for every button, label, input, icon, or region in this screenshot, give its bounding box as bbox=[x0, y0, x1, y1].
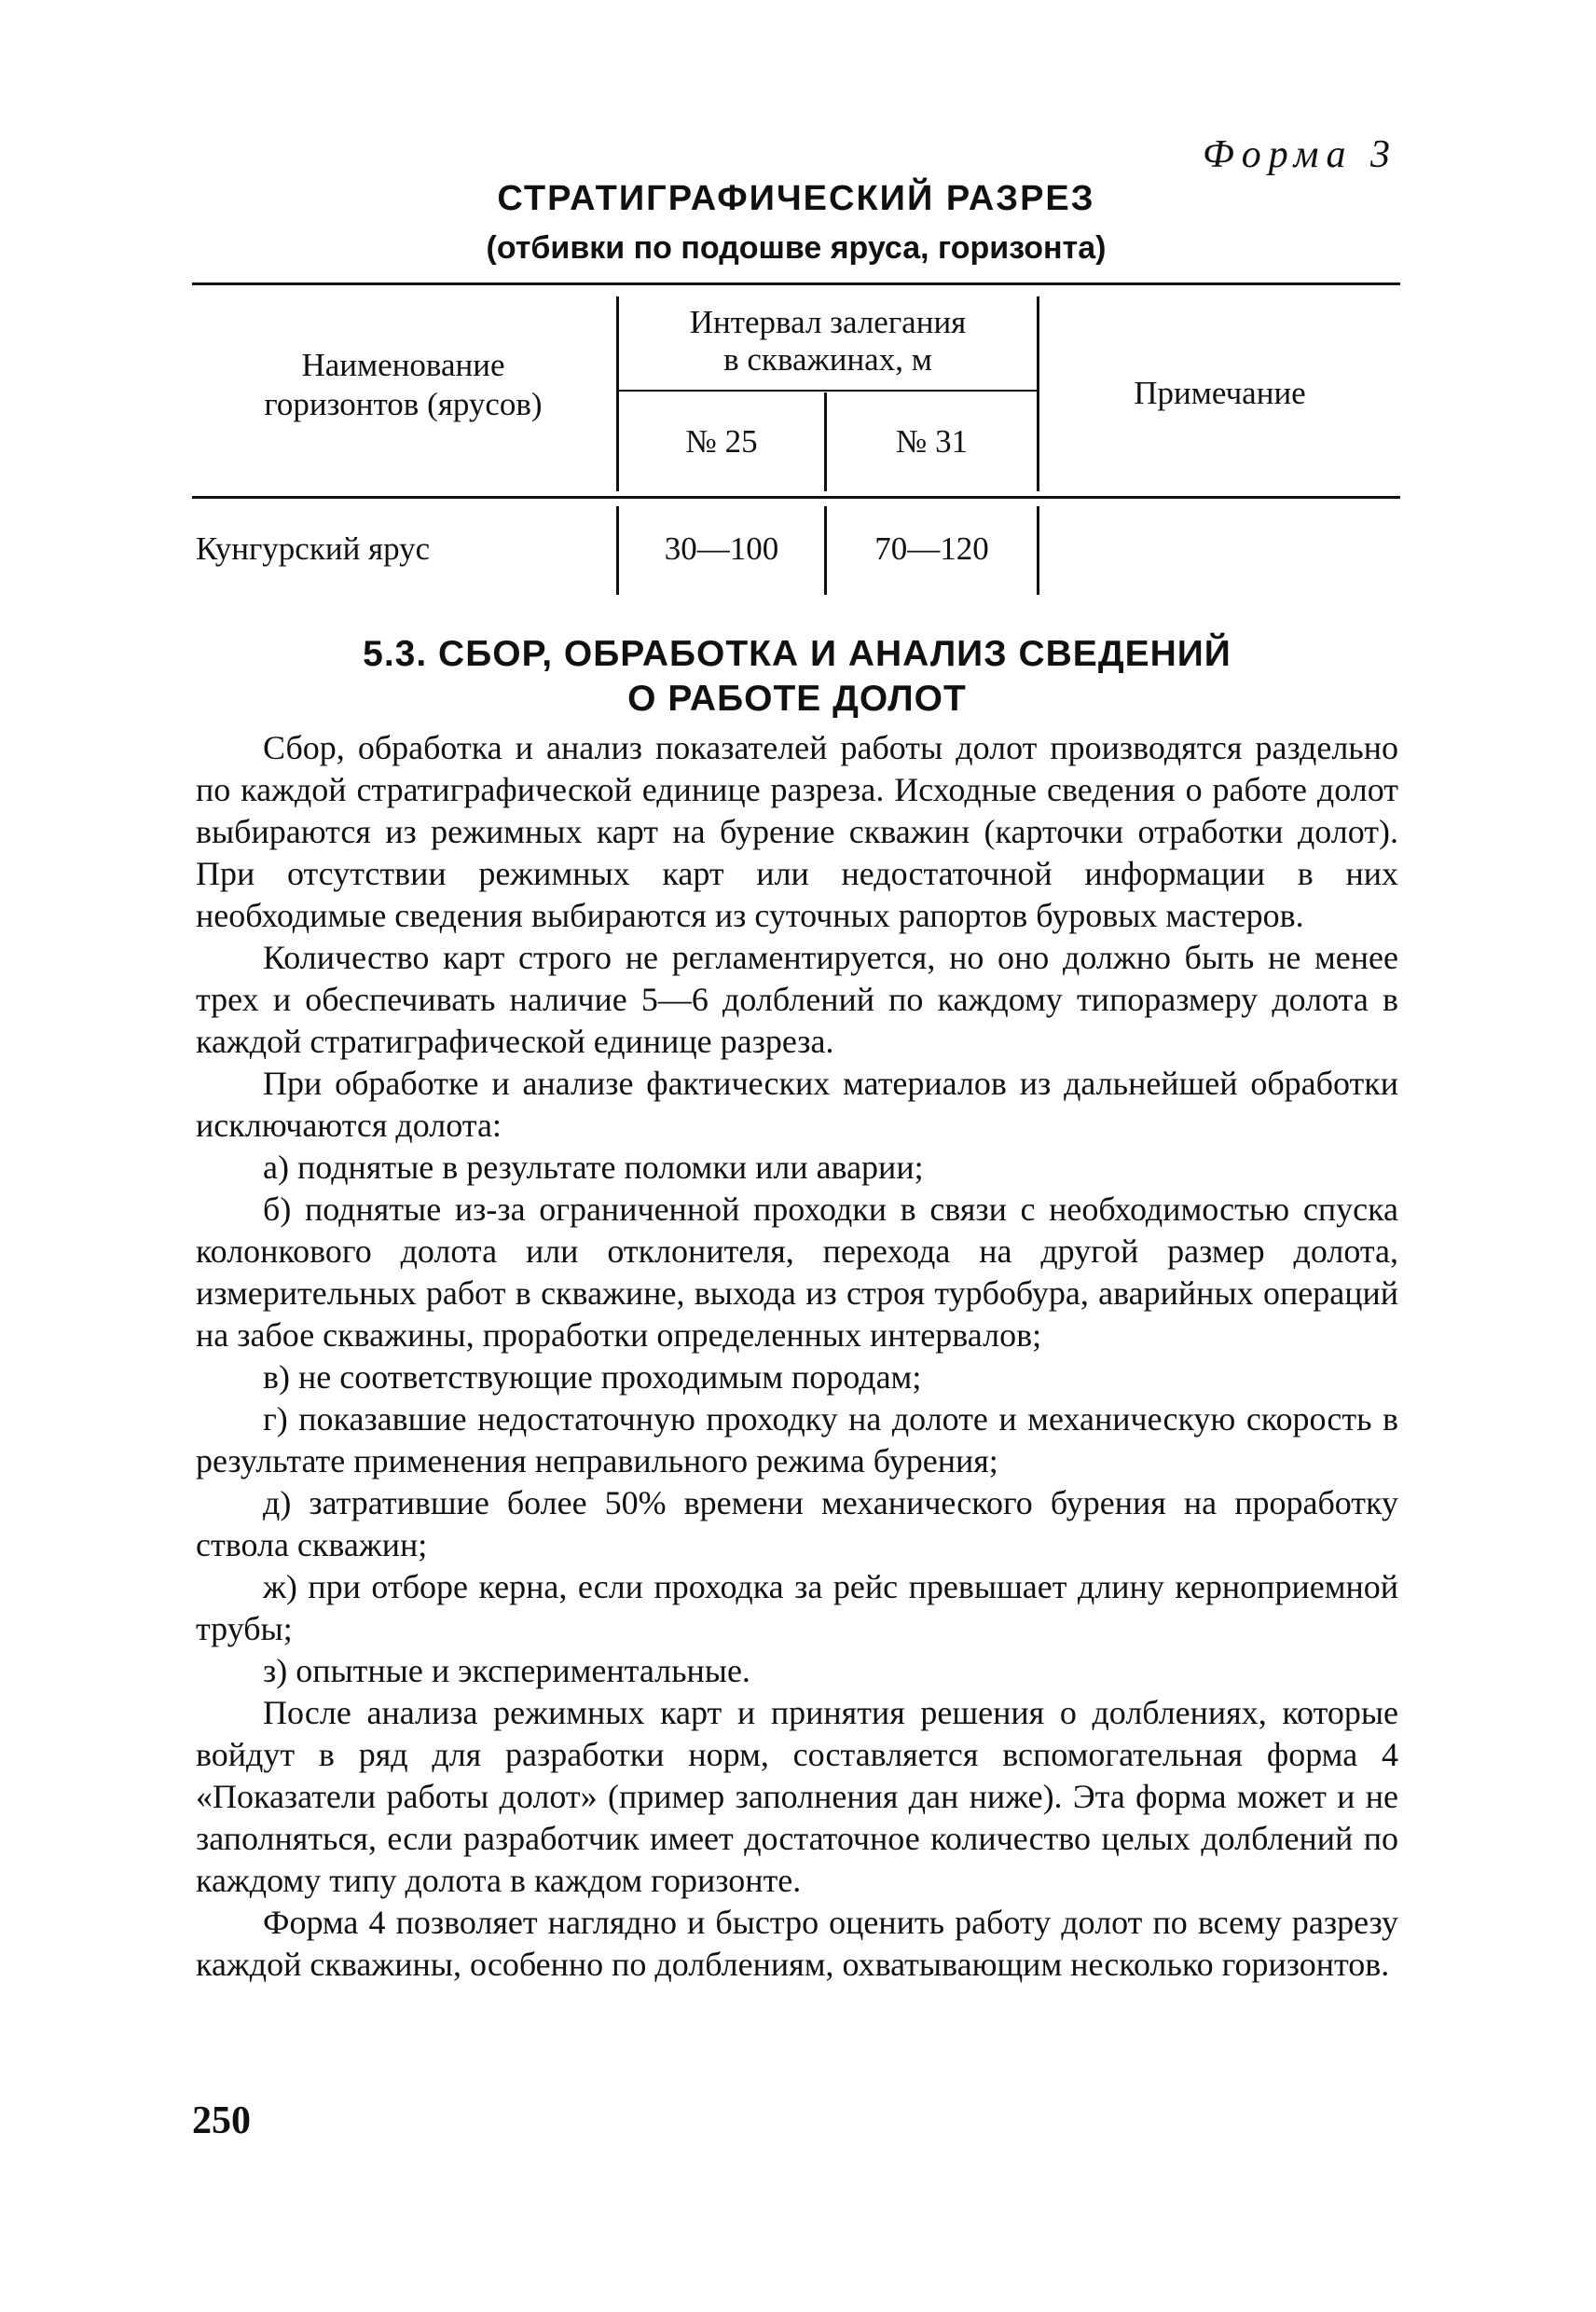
form-label: Форма 3 bbox=[1203, 133, 1397, 176]
header-well-31: № 31 bbox=[895, 423, 969, 460]
header-name-line1: Наименование bbox=[301, 347, 505, 383]
paragraph-form-4: После анализа режимных карт и принятия решения о долблениях, которые войдут в ряд для разработки норм, составляется вспомогательная форма 4 «Показатели работы долот» (пример заполнения дан ниже). Эта форма может и не заполняться, если разработчик имеет достаточное количество целых долблений по каждому типу долота в каждом горизонте. bbox=[196, 1694, 1398, 1899]
row-well-31: 70—120 bbox=[874, 530, 989, 567]
interval-header-rule bbox=[619, 390, 1037, 392]
table-header-bottom-rule bbox=[192, 496, 1400, 499]
list-item-a: а) поднятые в результате поломки или аварии; bbox=[263, 1149, 924, 1186]
table-top-rule bbox=[192, 282, 1400, 285]
header-interval-line2: в скважинах, м bbox=[723, 341, 932, 378]
header-name-line2: горизонтов (ярусов) bbox=[264, 386, 543, 422]
header-note: Примечание bbox=[1134, 375, 1306, 411]
paragraph-form-4-benefit: Форма 4 позволяет наглядно и быстро оценить работу долот по всему разрезу каждой скважины, особенно по долблениям, охватывающим несколько горизонтов. bbox=[196, 1904, 1398, 1983]
paragraph-intro: Сбор, обработка и анализ показателей работы долот производятся раздельно по каждой стратиграфической единице разреза. Исходные сведения о работе долот выбираются из режимных карт на бурение скважин (карточки отработки долот). При отсутствии режимных карт или недостаточной информации в них необходимые сведения выбираются из суточных рапортов буровых мастеров. bbox=[196, 729, 1398, 934]
list-item-b: б) поднятые из-за ограниченной проходки в связи с необходимостью спуска колонкового долота или отклонителя, перехода на другой размер долота, измерительных работ в скважине, выхода из строя турбобура, аварийных операций на забое скважины, проработки определенных интервалов; bbox=[196, 1190, 1398, 1354]
list-item-zh: ж) при отборе керна, если проходка за рейс превышает длину керноприемной трубы; bbox=[196, 1568, 1398, 1647]
list-item-d: д) затратившие более 50% времени механического бурения на проработку ствола скважин; bbox=[196, 1484, 1398, 1563]
page-number: 250 bbox=[192, 2099, 251, 2142]
list-item-z: з) опытные и экспериментальные. bbox=[263, 1652, 750, 1689]
row-divider-interval-note bbox=[1037, 506, 1039, 595]
paragraph-exclusion-intro: При обработке и анализе фактических материалов из дальнейшей обработки исключаются долота: bbox=[196, 1065, 1398, 1144]
body-text bbox=[196, 727, 1398, 1986]
row-well-25: 30—100 bbox=[664, 530, 779, 567]
section-title-line1: 5.3. СБОР, ОБРАБОТКА И АНАЛИЗ СВЕДЕНИЙ bbox=[363, 634, 1231, 674]
table-subtitle: (отбивки по подошве яруса, горизонта) bbox=[486, 230, 1107, 266]
list-item-g: г) показавшие недостаточную проходку на долоте и механическую скорость в результате применения неправильного режима бурения; bbox=[196, 1400, 1398, 1479]
section-title-line2: О РАБОТЕ ДОЛОТ bbox=[627, 679, 967, 719]
table-title: СТРАТИГРАФИЧЕСКИЙ РАЗРЕЗ bbox=[497, 179, 1095, 218]
paragraph-card-count: Количество карт строго не регламентируется, но оно должно быть не менее трех и обеспечивать наличие 5—6 долблений по каждому типоразмеру долота в каждой стратиграфической единице разреза. bbox=[196, 939, 1398, 1060]
header-interval-line1: Интервал залегания bbox=[689, 304, 967, 340]
list-item-v: в) не соответствующие проходимым породам; bbox=[263, 1358, 922, 1396]
row-name: Кунгурский ярус bbox=[196, 530, 431, 567]
header-well-25: № 25 bbox=[685, 423, 758, 460]
